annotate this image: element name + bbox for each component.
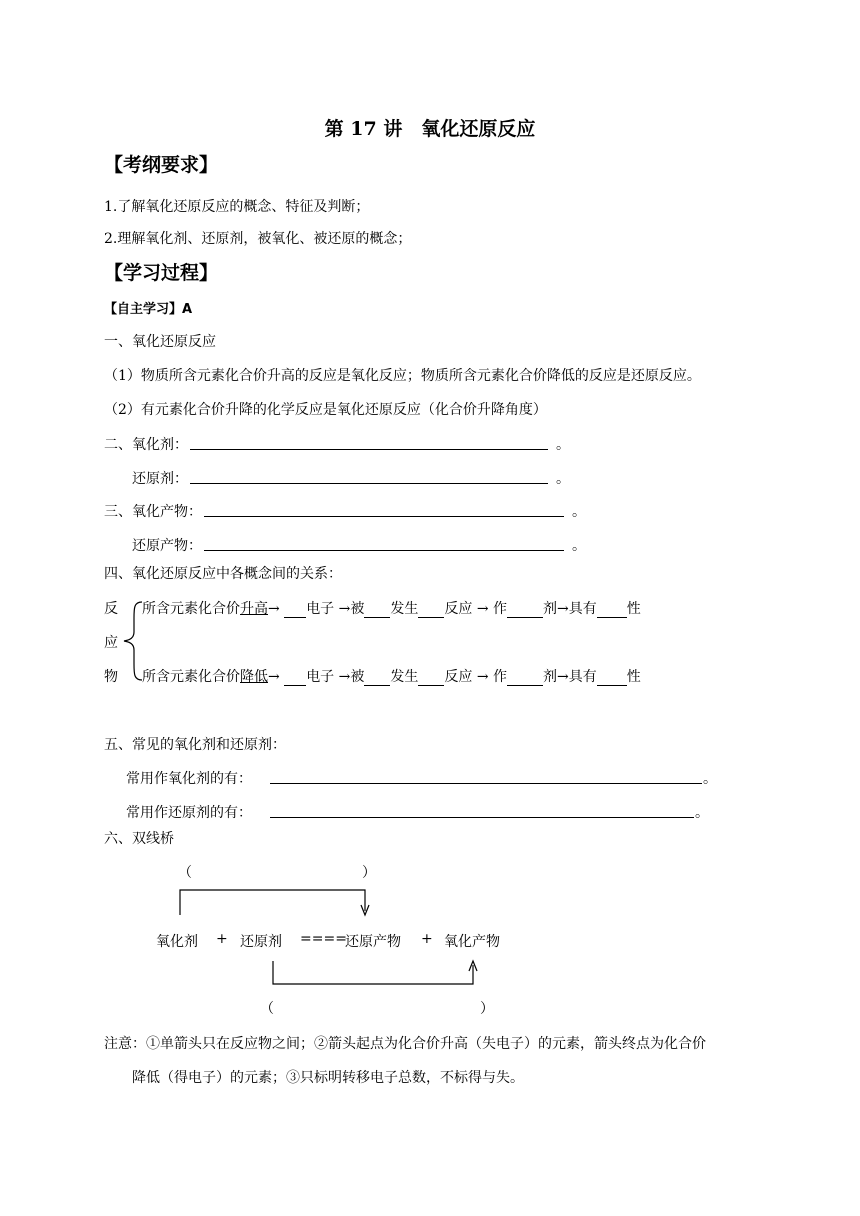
red-product-label: 还原产物：	[132, 538, 202, 554]
row-text: 发生	[390, 669, 419, 685]
blank[interactable]	[507, 603, 543, 618]
row-up-word: 升高	[240, 601, 268, 617]
row-text: 反应	[444, 601, 473, 617]
side-char-2: 应	[104, 635, 118, 651]
note-line-1: 注意：①单箭头只在反应物之间；②箭头起点为化合价升高（失电子）的元素，箭头终点为化合价	[104, 1036, 706, 1052]
common-reductant-end: 。	[695, 805, 709, 821]
blank[interactable]	[418, 603, 444, 618]
row-prefix: 所含元素化合价	[142, 601, 240, 617]
row-text: 反应	[444, 669, 473, 685]
row-text: 被	[350, 669, 365, 685]
reductant-blank[interactable]	[190, 483, 548, 484]
reductant-end: 。	[556, 471, 570, 487]
equation-oxidant: 氧化剂	[156, 934, 198, 950]
part4-heading: 四、氧化还原反应中各概念间的关系：	[104, 566, 342, 582]
oxidant-end: 。	[556, 437, 570, 453]
part6-heading: 六、双线桥	[104, 831, 174, 847]
relation-row-up	[142, 598, 641, 618]
requirement-item-1: 1.了解氧化还原反应的概念、特征及判断；	[104, 199, 370, 215]
relation-row-down	[142, 666, 641, 686]
equation-equals: ====	[300, 931, 347, 947]
common-reductant-label: 常用作还原剂的有：	[126, 805, 252, 821]
row-text: 电子	[306, 601, 335, 617]
arrow-icon: →	[338, 669, 351, 685]
oxidant-label: 二、氧化剂：	[104, 437, 188, 453]
row-text: 作	[493, 669, 508, 685]
row-text: 发生	[390, 601, 419, 617]
arrow-icon: →	[476, 601, 489, 617]
blank[interactable]	[364, 603, 390, 618]
equation-red-product: 还原产物	[345, 934, 401, 950]
row-text: 被	[350, 601, 365, 617]
part1-heading: 一、氧化还原反应	[104, 334, 216, 350]
red-product-blank[interactable]	[204, 550, 564, 551]
self-study-label: 【自主学习】A	[104, 302, 193, 317]
arrow-icon: →	[338, 601, 351, 617]
blank[interactable]	[418, 671, 444, 686]
equation-plus-2: +	[421, 931, 433, 947]
common-reductant-blank[interactable]	[270, 817, 694, 818]
arrow-icon: →	[268, 601, 280, 617]
common-oxidant-end: 。	[703, 771, 717, 787]
process-heading: 【学习过程】	[104, 262, 219, 284]
row-text: 作	[493, 601, 508, 617]
row-text: 剂	[543, 669, 558, 685]
top-paren-close: ）	[362, 865, 376, 881]
bottom-paren-open: （	[260, 1001, 274, 1017]
row-text: 电子	[306, 669, 335, 685]
arrow-icon: →	[557, 601, 569, 617]
ox-product-blank[interactable]	[204, 516, 564, 517]
part1-paragraph-1: （1）物质所含元素化合价升高的反应是氧化反应；物质所含元素化合价降低的反应是还原反应。	[104, 368, 701, 384]
requirement-item-2: 2.理解氧化剂、还原剂，被氧化、被还原的概念；	[104, 231, 412, 247]
blank[interactable]	[284, 603, 306, 618]
oxidant-blank[interactable]	[190, 449, 548, 450]
reductant-label: 还原剂：	[132, 471, 188, 487]
row-text: 性	[626, 669, 641, 685]
row-text: 具有	[568, 669, 597, 685]
arrow-icon: →	[268, 669, 280, 685]
requirements-heading: 【考纲要求】	[104, 154, 219, 176]
blank[interactable]	[284, 671, 306, 686]
row-down-word: 降低	[240, 669, 268, 685]
arrow-icon: →	[476, 669, 489, 685]
ox-product-label: 三、氧化产物：	[104, 504, 202, 520]
page-title: 第 17 讲 氧化还原反应	[324, 118, 536, 140]
equation-reductant: 还原剂	[240, 934, 282, 950]
row-text: 剂	[543, 601, 558, 617]
ox-product-end: 。	[572, 504, 586, 520]
part5-heading: 五、常见的氧化剂和还原剂：	[104, 737, 286, 753]
arrow-icon: →	[557, 669, 569, 685]
common-oxidant-label: 常用作氧化剂的有：	[126, 771, 252, 787]
blank[interactable]	[507, 671, 543, 686]
blank[interactable]	[597, 603, 627, 618]
row-text: 性	[626, 601, 641, 617]
equation-ox-product: 氧化产物	[444, 934, 500, 950]
common-oxidant-blank[interactable]	[270, 783, 702, 784]
red-product-end: 。	[572, 538, 586, 554]
side-char-3: 物	[104, 669, 118, 685]
row-text: 具有	[568, 601, 597, 617]
bottom-paren-close: ）	[480, 1001, 494, 1017]
row-prefix: 所含元素化合价	[142, 669, 240, 685]
side-char-1: 反	[104, 601, 118, 617]
top-paren-open: （	[178, 865, 192, 881]
blank[interactable]	[597, 671, 627, 686]
part1-paragraph-2: （2）有元素化合价升降的化学反应是氧化还原反应（化合价升降角度）	[104, 402, 547, 418]
equation-plus-1: +	[216, 931, 228, 947]
note-line-2: 降低（得电子）的元素；③只标明转移电子总数，不标得与失。	[132, 1070, 524, 1086]
blank[interactable]	[364, 671, 390, 686]
